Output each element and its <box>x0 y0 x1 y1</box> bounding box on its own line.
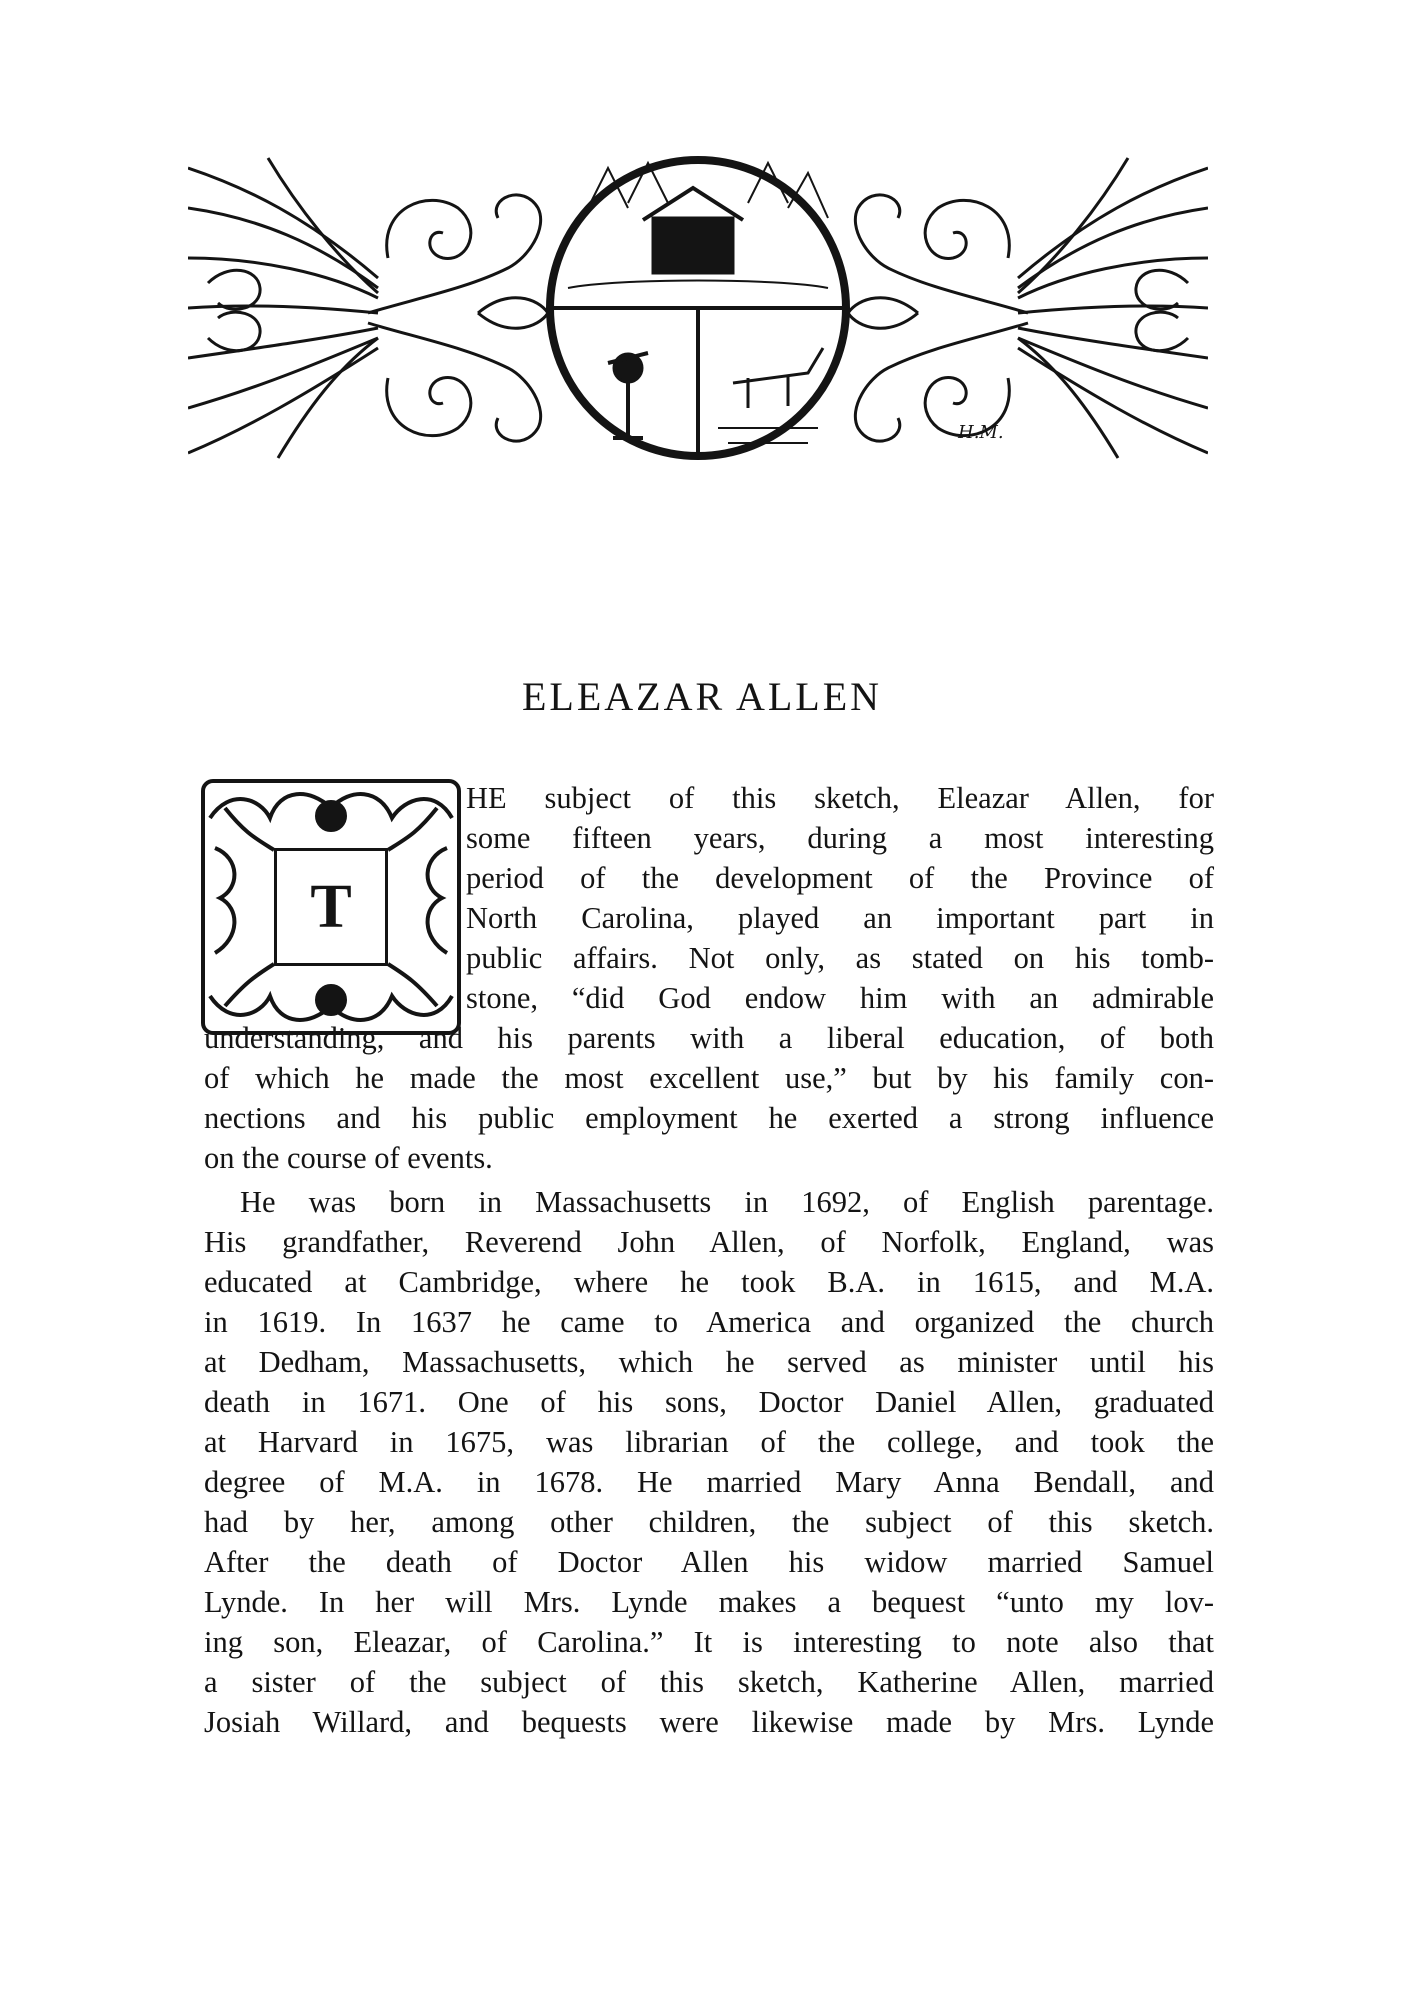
text-line: at Harvard in 1675, was librarian of the college, and took the <box>204 1425 1214 1459</box>
text-line: He was born in Massachusetts in 1692, of English parentage. <box>240 1185 1214 1219</box>
text-line: on the course of events. <box>204 1141 493 1175</box>
text-line: ing son, Eleazar, of Carolina.” It is interesting to note also that <box>204 1625 1214 1659</box>
medallion-illustration <box>550 160 846 456</box>
page-title: ELEAZAR ALLEN <box>521 674 883 719</box>
drop-cap-letter: T <box>274 848 388 966</box>
headpiece-ornament <box>188 148 1208 470</box>
engraver-signature: H.M. <box>958 422 1004 443</box>
text-line: His grandfather, Reverend John Allen, of Norfolk, England, was <box>204 1225 1214 1259</box>
text-line: North Carolina, played an important part in <box>466 901 1214 935</box>
text-line: death in 1671. One of his sons, Doctor Daniel Allen, graduated <box>204 1385 1214 1419</box>
text-line: some fifteen years, during a most interesting <box>466 821 1214 855</box>
text-line: of which he made the most excellent use,” but by his family con- <box>204 1061 1214 1095</box>
right-foliage-ornament <box>1018 158 1208 458</box>
text-line: HE subject of this sketch, Eleazar Allen, for <box>466 781 1214 815</box>
text-line: degree of M.A. in 1678. He married Mary Anna Bendall, and <box>204 1465 1214 1499</box>
text-line: a sister of the subject of this sketch, Katherine Allen, married <box>204 1665 1214 1699</box>
text-line: public affairs. Not only, as stated on his tomb- <box>466 941 1214 975</box>
text-line: Josiah Willard, and bequests were likewise made by Mrs. Lynde <box>204 1705 1214 1739</box>
left-foliage-ornament <box>188 158 378 458</box>
text-line: at Dedham, Massachusetts, which he served as minister until his <box>204 1345 1214 1379</box>
right-scroll-ornament <box>848 195 1028 441</box>
drop-cap-ornament <box>200 778 462 1036</box>
left-scroll-ornament <box>368 195 548 441</box>
text-line: After the death of Doctor Allen his widow married Samuel <box>204 1545 1214 1579</box>
text-line: stone, “did God endow him with an admirable <box>466 981 1214 1015</box>
text-line: understanding, and his parents with a liberal education, of both <box>204 1021 1214 1055</box>
text-line: in 1619. In 1637 he came to America and organized the church <box>204 1305 1214 1339</box>
text-line: educated at Cambridge, where he took B.A. in 1615, and M.A. <box>204 1265 1214 1299</box>
text-line: Lynde. In her will Mrs. Lynde makes a bequest “unto my lov- <box>204 1585 1214 1619</box>
text-line: nections and his public employment he exerted a strong influence <box>204 1101 1214 1135</box>
text-line: period of the development of the Province of <box>466 861 1214 895</box>
text-line: had by her, among other children, the subject of this sketch. <box>204 1505 1214 1539</box>
